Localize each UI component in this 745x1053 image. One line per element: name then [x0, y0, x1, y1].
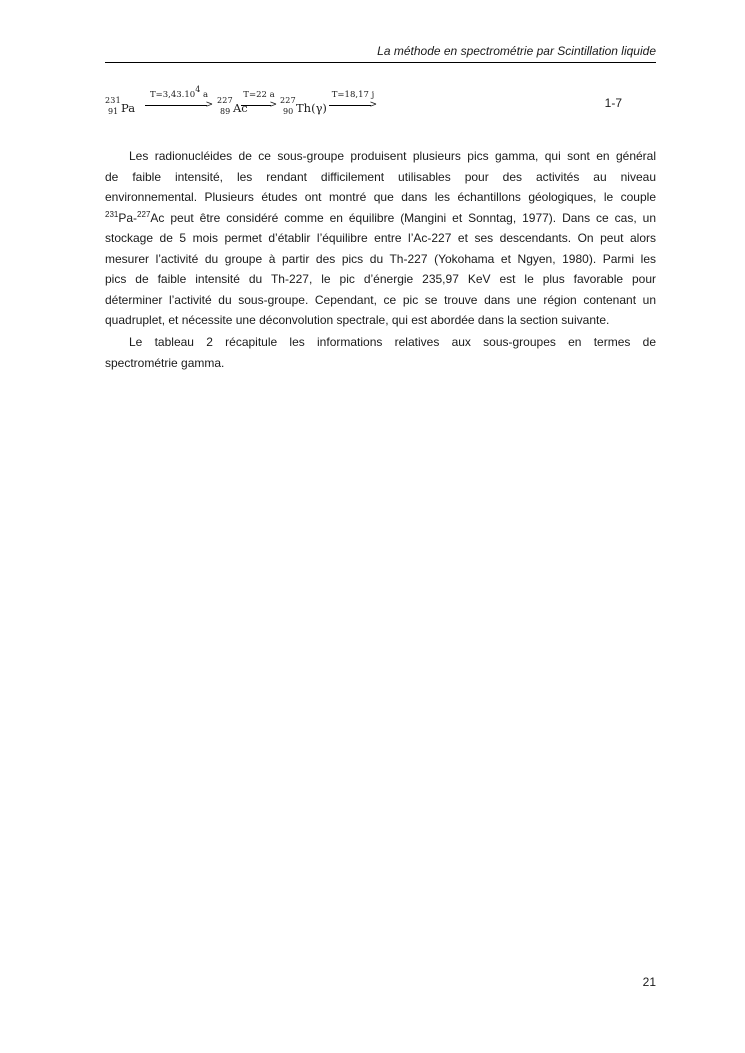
element-symbol: Pa [121, 101, 136, 115]
decay-arrow-1: $T=3,43.10^4$ a > [145, 90, 213, 110]
text-line: pics de faible intensité du Th-227, le pic d’énergie 235,97 KeV est le plus favorable pour [105, 272, 656, 286]
mass-number: 227 [280, 96, 296, 105]
half-life-label: T=18,17 j [331, 90, 375, 100]
header-title: La méthode en spectrométrie par Scintillation liquide [377, 44, 656, 58]
decay-arrow-3: T=18,17 j > [329, 90, 377, 110]
text-line: environnemental. Plusieurs études ont montré que dans les échantillons géologiques, le couple [105, 190, 656, 204]
text-line: Le tableau 2 récapitule les informations relatives aux sous-groupes en termes de [129, 335, 656, 349]
half-life-label: T=22 a [243, 90, 275, 100]
text-line: Les radionucléides de ce sous-groupe produisent plusieurs pics gamma, qui sont en général [129, 149, 656, 163]
atomic-number: 90 [283, 107, 294, 116]
nuclide-th227 [280, 98, 327, 118]
paragraph-2 [105, 332, 656, 373]
nuclide-pa231 [105, 98, 135, 118]
element-symbol: Ac [233, 101, 248, 115]
mass-number: 227 [217, 96, 233, 105]
page-header [105, 44, 656, 63]
text-line: mesurer l’activité du groupe à partir des pics du Th-227 (Yokohama et Ngyen, 1980). Parmi les [105, 251, 656, 266]
decay-arrow-2: T=22 a > [241, 90, 277, 110]
text-line: de faible intensité, les rendant difficilement utilisables pour des activités au niveau [105, 169, 656, 184]
element-symbol: Th(γ) [296, 101, 327, 115]
mass-number: 231 [105, 96, 121, 105]
text-line: spectrométrie gamma. [105, 355, 225, 370]
paragraph-1 [105, 146, 656, 331]
text-line: stockage de 5 mois permet d’établir l’équilibre entre l’Ac-227 et ses descendants. On peut alors [105, 231, 656, 245]
equation-number: 1-7 [604, 96, 622, 110]
atomic-number: 89 [220, 107, 231, 116]
text-line: quadruplet, et nécessite une déconvolution spectrale, qui est abordée dans la section suivante. [105, 313, 610, 327]
text-line: $^{231}$Pa-$^{227}$Ac peut être considéré comme en équilibre (Mangini et Sonntag, 1977). Dans ce cas, un [105, 209, 656, 225]
atomic-number: 91 [108, 107, 119, 116]
page-number: 21 [642, 975, 656, 989]
decay-equation [105, 85, 656, 124]
text-line: déterminer l’activité du sous-groupe. Cependant, ce pic se trouve dans une région contenant un [105, 292, 656, 307]
half-life-label: $T=3,43.10^4$ a [149, 85, 209, 100]
